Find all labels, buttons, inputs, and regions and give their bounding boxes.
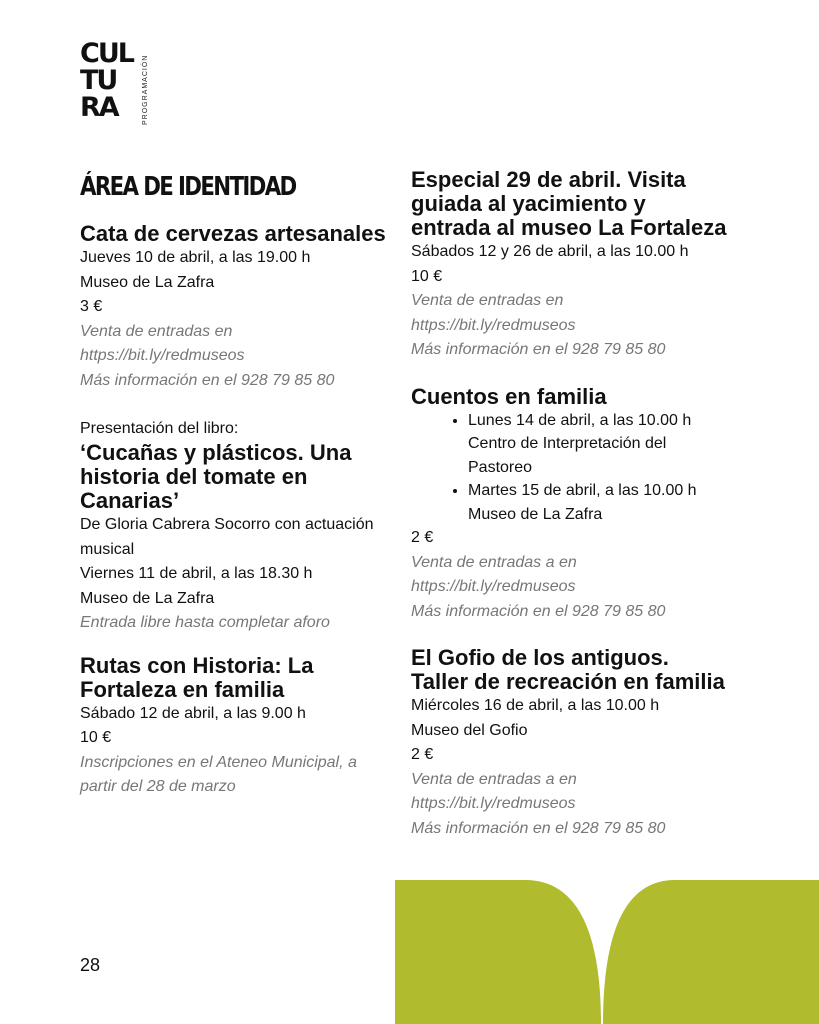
event-note: Inscripciones en el Ateneo Municipal, a partir del 28 de marzo [80,753,357,795]
event-author [80,513,390,562]
event-info: Más información en el 928 79 85 80 [80,371,335,389]
leaf-shape-right [603,880,819,1024]
event-venue: Museo del Gofio [411,721,528,739]
event-venue: Museo de La Zafra [80,589,215,607]
event-intro: Presentación del libro: [80,420,239,437]
event-title: Especial 29 de abril. Visita guiada al yacimiento y entrada al museo La Fortaleza [411,167,727,240]
session-date: • Martes 15 de abril, a las 10.00 h [468,482,697,499]
event-especial-29-abril [411,168,731,363]
event-venue: Museo de La Zafra [80,273,215,291]
event-date: Sábado 12 de abril, a las 9.00 h [80,704,306,722]
session-item [468,409,731,480]
event-title: El Gofio de los antiguos. Taller de recreación en familia [411,645,725,694]
session-venue: Centro de Interpretación del Pastoreo [468,435,667,476]
decorative-leaf-shapes [395,880,819,1024]
section-title: ÁREA DE IDENTIDAD [80,172,296,202]
event-date: Viernes 11 de abril, a las 18.30 h [80,565,313,582]
author-prefix: De [80,516,105,533]
event-tickets: Venta de entradas en https://bit.ly/redmuseos [411,292,576,334]
event-price: 10 € [411,267,443,285]
event-gofio-antiguos [411,646,731,841]
session-list [411,409,731,527]
author-name: Gloria Cabrera Socorro [104,516,271,533]
logo-wordmark [80,40,133,121]
event-title: ‘Cucañas y plásticos. Una historia del tomate en Canarias’ [80,440,352,513]
page-number: 28 [80,955,101,975]
event-cuentos-familia [411,385,731,625]
event-note: Entrada libre hasta completar aforo [80,614,330,631]
event-date: Miércoles 16 de abril, a las 10.00 h [411,697,660,714]
cultura-logo [80,40,160,126]
event-price: 2 € [411,529,434,546]
event-date: Jueves 10 de abril, a las 19.00 h [80,249,311,266]
event-date: Sábados 12 y 26 de abril, a las 10.00 h [411,243,689,260]
event-title: Cata de cervezas artesanales [80,221,386,246]
event-tickets: Venta de entradas a en https://bit.ly/redmuseos [411,553,577,595]
session-date: • Lunes 14 de abril, a las 10.00 h [468,411,692,429]
event-price: 2 € [411,746,434,763]
logo-line: TU [80,65,117,96]
event-rutas-historia [80,654,390,800]
event-info: Más información en el 928 79 85 80 [411,341,666,358]
left-column [80,168,390,818]
event-cata-cervezas [80,222,390,393]
logo-side-text: PROGRAMACIÓN [142,54,149,125]
logo-line: CUL [80,38,133,69]
event-presentacion-libro [80,417,390,636]
right-column [411,168,731,859]
event-tickets: Venta de entradas en https://bit.ly/redmuseos [80,322,245,364]
event-tickets: Venta de entradas a en https://bit.ly/redmuseos [411,770,577,812]
author-suffix: con actuación musical [80,516,374,558]
logo-line: RA [80,92,118,123]
session-venue: Museo de La Zafra [468,505,603,523]
event-info: Más información en el 928 79 85 80 [411,602,666,620]
event-title: Rutas con Historia: La Fortaleza en familia [80,652,314,702]
session-item [468,479,731,526]
event-price: 3 € [80,298,103,315]
event-price: 10 € [80,729,112,746]
event-title: Cuentos en familia [411,383,607,409]
leaf-shape-left [395,880,601,1024]
event-info: Más información en el 928 79 85 80 [411,819,666,837]
